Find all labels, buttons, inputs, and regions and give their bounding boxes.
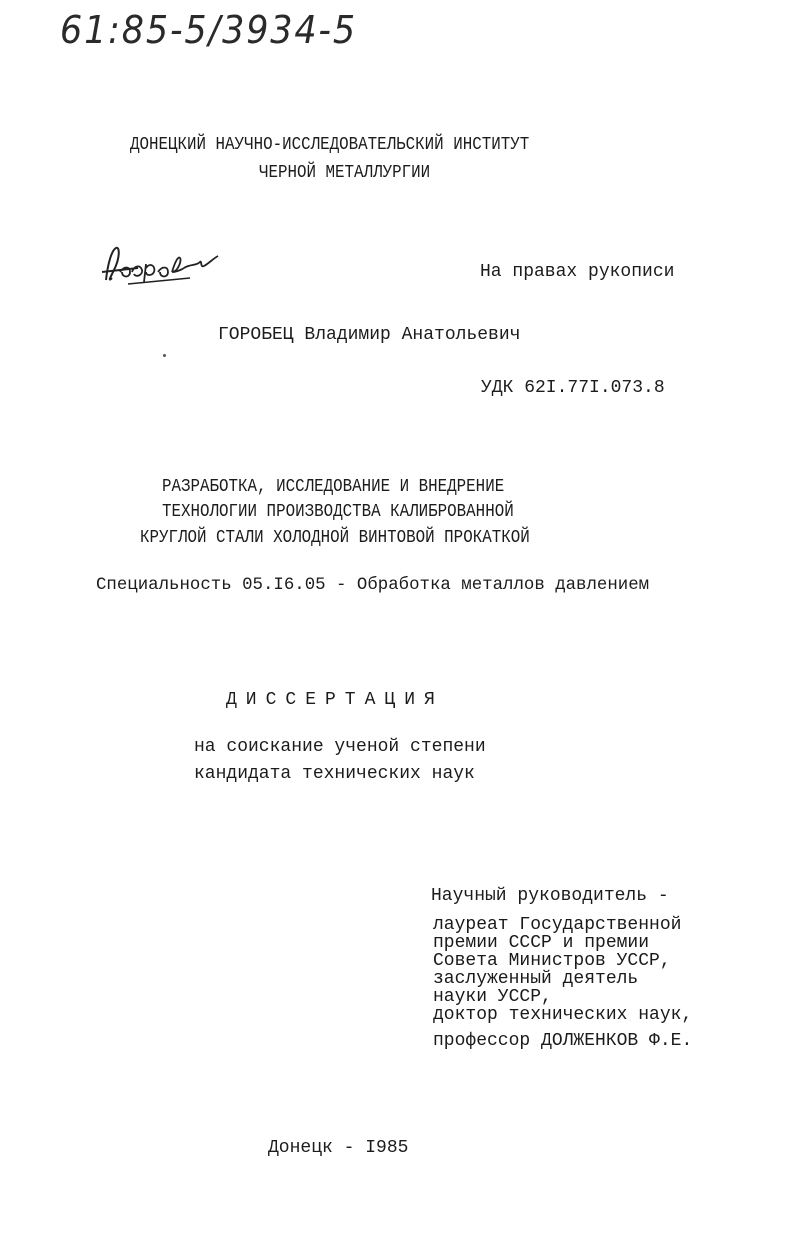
udk-code: УДК 62I.77I.073.8 [481, 378, 665, 398]
archive-number: 61:85-5/3934-5 [60, 8, 357, 52]
author-name: ГОРОБЕЦ Владимир Анатольевич [218, 325, 521, 345]
title-line-3: КРУГЛОЙ СТАЛИ ХОЛОДНОЙ ВИНТОВОЙ ПРОКАТКОЙ [140, 528, 530, 548]
advisor-line: лауреат Государственной [433, 915, 682, 935]
speck [163, 354, 166, 357]
advisor-line: премии СССР и премии [433, 933, 650, 953]
advisor-label: Научный руководитель - [431, 886, 669, 906]
title-line-1: РАЗРАБОТКА, ИССЛЕДОВАНИЕ И ВНЕДРЕНИЕ [162, 477, 505, 497]
specialty: Специальность 05.I6.05 - Обработка металлов давлением [96, 576, 650, 595]
advisor-line: науки УССР, [433, 987, 552, 1007]
degree-line-1: на соискание ученой степени [194, 737, 486, 757]
institute-line-1: ДОНЕЦКИЙ НАУЧНО-ИССЛЕДОВАТЕЛЬСКИЙ ИНСТИТУТ [130, 135, 530, 155]
dissertation-heading: ДИССЕРТАЦИЯ [226, 690, 444, 710]
advisor-line: заслуженный деятель [433, 969, 639, 989]
advisor-line: профессор ДОЛЖЕНКОВ Ф.Е. [433, 1031, 693, 1051]
city-year: Донецк - I985 [268, 1138, 409, 1158]
signature [98, 242, 228, 292]
institute-line-2: ЧЕРНОЙ МЕТАЛЛУРГИИ [259, 163, 431, 183]
advisor-line: Совета Министров УССР, [433, 951, 671, 971]
title-line-2: ТЕХНОЛОГИИ ПРОИЗВОДСТВА КАЛИБРОВАННОЙ [162, 502, 514, 522]
degree-line-2: кандидата технических наук [194, 764, 475, 784]
rights-note: На правах рукописи [480, 262, 675, 282]
advisor-line: доктор технических наук, [433, 1005, 693, 1025]
